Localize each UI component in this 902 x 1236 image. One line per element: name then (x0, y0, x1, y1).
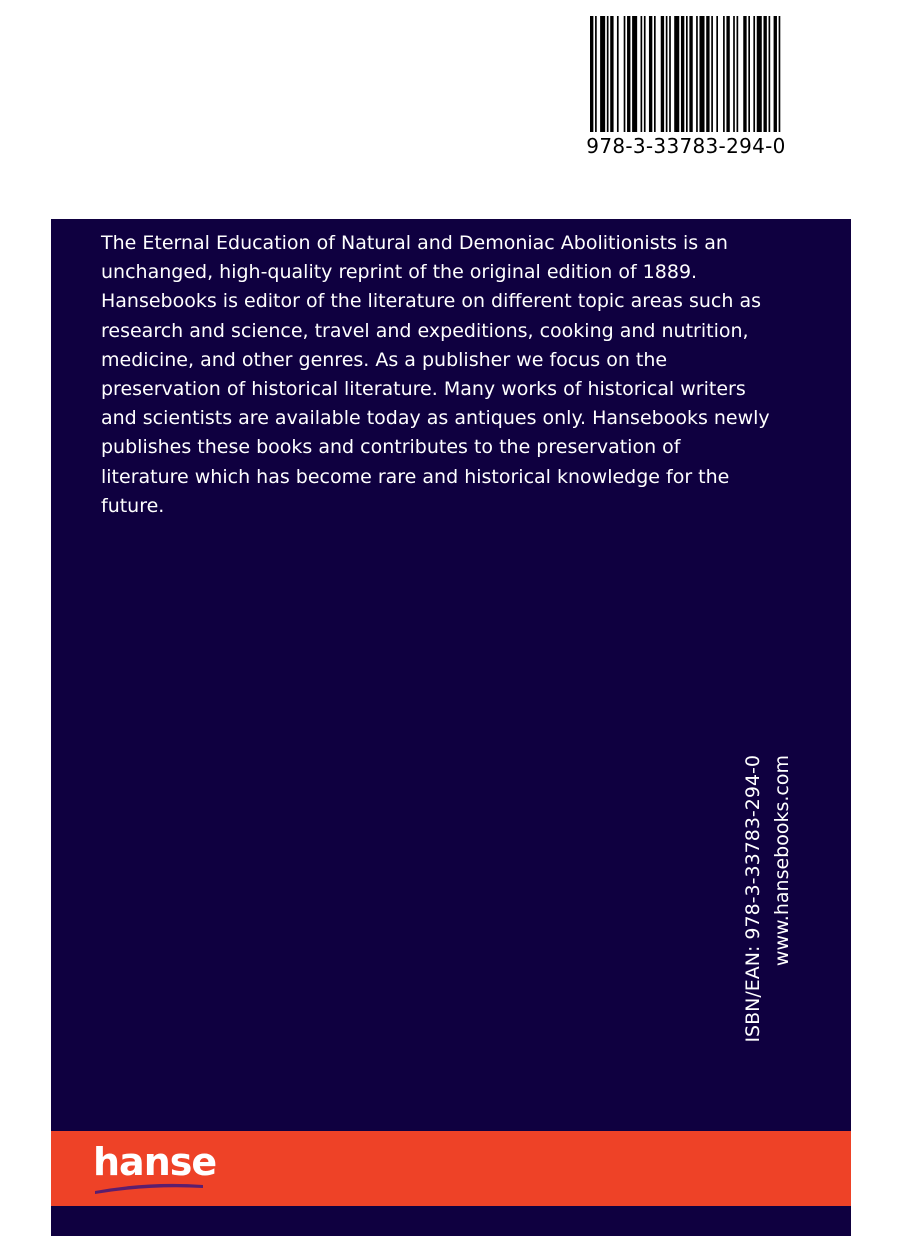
barcode-bar (661, 16, 664, 132)
barcode-bar (681, 16, 684, 132)
hanse-logo (93, 1139, 217, 1199)
barcode-bar (644, 16, 646, 132)
barcode-bar (590, 16, 593, 132)
barcode-bar (763, 16, 766, 132)
isbn-website-block (739, 755, 819, 1085)
barcode-bar (654, 16, 656, 132)
barcode-bar (600, 16, 605, 132)
barcode-bar (674, 16, 679, 132)
barcode-bar (666, 16, 668, 132)
website-line: www.hansebooks.com (771, 755, 793, 967)
barcode-bar (699, 16, 704, 132)
logo-swoosh-icon (93, 1179, 205, 1195)
barcode-bar (737, 16, 739, 132)
barcode-bar (706, 16, 709, 132)
barcode-bar (686, 16, 688, 132)
barcode-bar (716, 16, 718, 132)
barcode-bar (617, 16, 619, 132)
barcode-number: 978-3-33783-294-0 (586, 134, 786, 158)
barcode-bar (632, 16, 637, 132)
barcode-bar (733, 16, 735, 132)
barcode-bar (624, 16, 626, 132)
publisher-band (51, 1131, 851, 1206)
barcode-bar (610, 16, 613, 132)
barcode-bar (627, 16, 630, 132)
barcode-bar (748, 16, 750, 132)
barcode-bar (607, 16, 609, 132)
barcode-bar (774, 16, 777, 132)
barcode-bar (757, 16, 762, 132)
barcode-bar (753, 16, 755, 132)
barcode-bar (723, 16, 725, 132)
barcode-bar (689, 16, 692, 132)
barcode-bar (769, 16, 771, 132)
barcode-bar (641, 16, 643, 132)
barcode-bar (711, 16, 713, 132)
barcode (586, 16, 786, 166)
barcode-bar (595, 16, 597, 132)
barcode-bar (649, 16, 652, 132)
back-cover (51, 219, 851, 1236)
barcode-bar (779, 16, 781, 132)
barcode-bars (590, 16, 782, 132)
barcode-bar (726, 16, 729, 132)
cover-blurb: The Eternal Education of Natural and Demoniac Abolitionists is an unchanged, high-quality reprint of the original edition of 1889. Hansebooks is editor of the literature on different topic areas such as research and science, travel and expeditions, cooking and nutrition, medicine, and other genres. As a publisher we focus on the preservation of historical literature. Many works of historical writers and scientists are available today as antiques only. Hansebooks newly publishes these books and contributes to the preservation of literature which has become rare and historical knowledge for the future. (101, 232, 770, 517)
barcode-bar (696, 16, 698, 132)
isbn-line: ISBN/EAN: 978-3-33783-294-0 (742, 755, 764, 1043)
barcode-bar (743, 16, 746, 132)
logo-text: hanse (93, 1140, 217, 1184)
barcode-bar (669, 16, 671, 132)
